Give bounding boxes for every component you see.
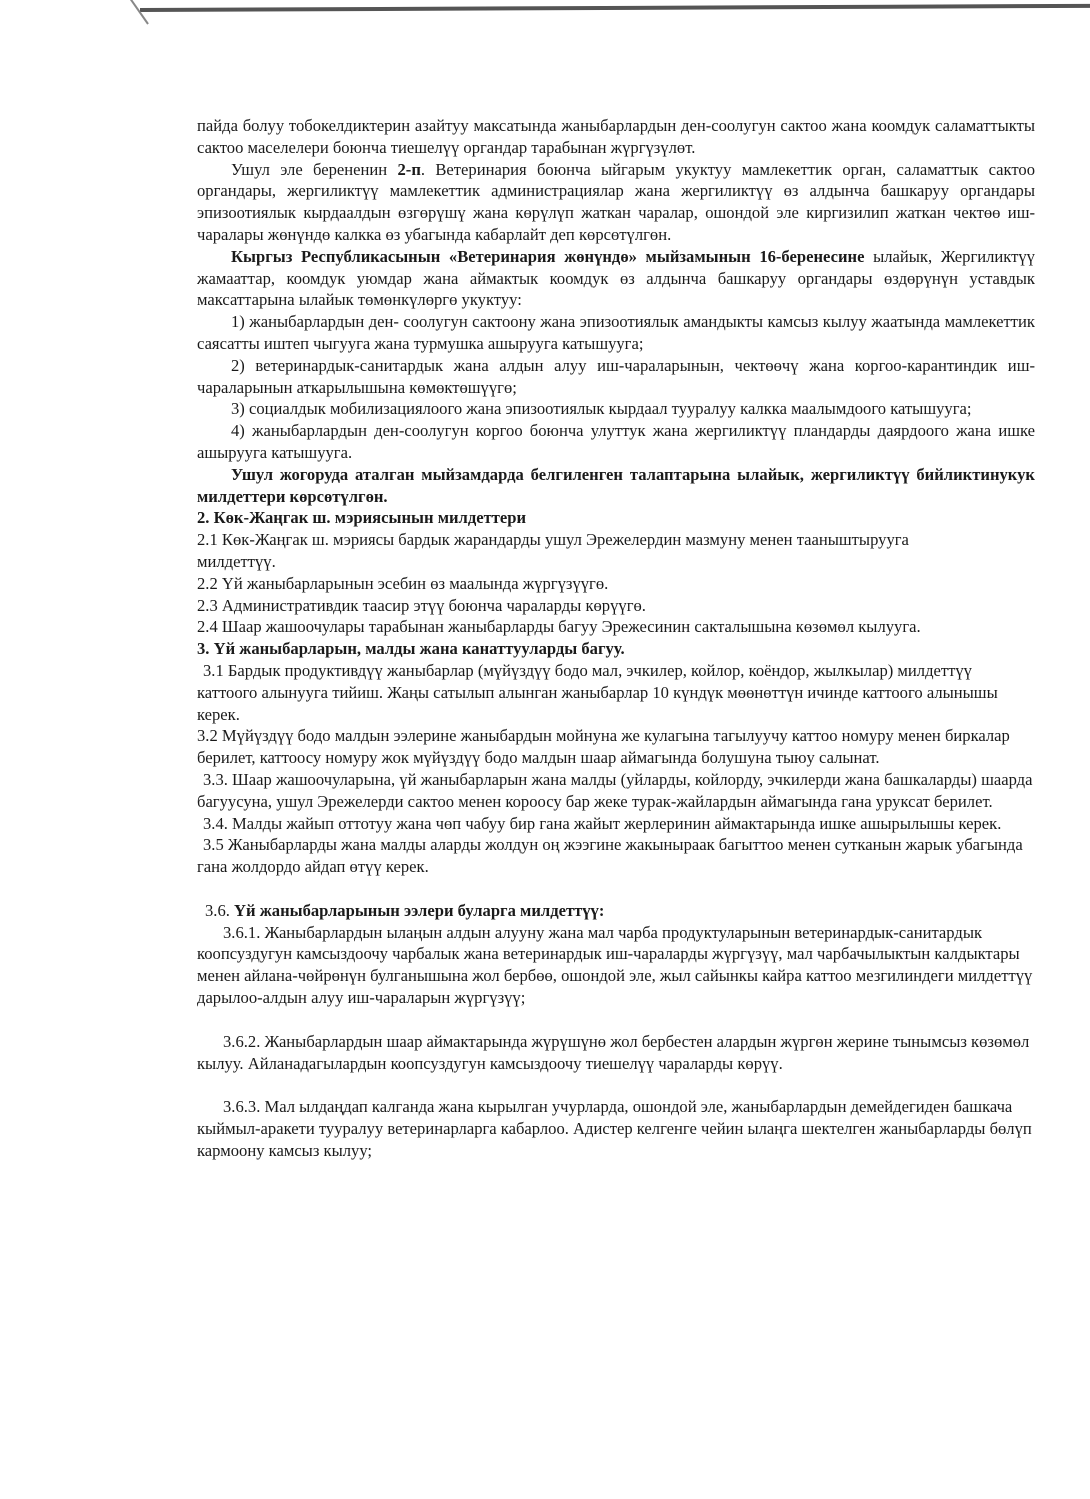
list-item-1: 1) жаныбарлардын ден- соолугун сактоону жана эпизоотиялык амандыкты камсыз кылуу жаатында мамлекеттик саясатты иштеп чыгууга жана турмушка ашырууга катышууга; <box>197 312 1035 353</box>
text-segment: ылайык, Жергиликтүү жамааттар, коомдук уюмдар жана аймактык коомдук өз алдынча башкаруу органдары өздөрүнүн уставдык максаттарына ылайык төмөнкүлөргө укуктуу: <box>197 246 1035 310</box>
section-2-item-2: 2.2 Үй жаныбарларынын эсебин өз маалында жүргүзүүгө. <box>197 573 609 593</box>
paragraph-summary-bold: Ушул жогоруда аталган мыйзамдарда белгиленген талаптарына ылайык, жергиликтүү бийликтинукук милдеттери көрсөтүлгөн. <box>197 464 1035 506</box>
scan-edge-left <box>130 0 149 25</box>
section-2-item-3: 2.3 Административдик таасир этүү боюнча чараларды көрүүгө. <box>197 595 646 615</box>
section-3-item-5: 3.5 Жаныбарларды жана малды аларды жолдун оң жээгине жакыныраак багыттоо менен сутканын жарык убагында гана жолдордо айдап өтүү керек. <box>197 835 1023 877</box>
section-3-6-2: 3.6.2. Жаныбарлардын шаар аймактарында жүрүшүнө жол бербестен алардын жүргөн жерине тынымсыз көзөмөл кылуу. Айланадагылардын коопсуздугун камсыздоочу тиешелүү чараларды көрүү. <box>197 1031 1030 1073</box>
spacer <box>197 1074 1035 1096</box>
text-segment: Ушул эле берененин <box>231 159 398 179</box>
paragraph-law-article-16 <box>197 246 1035 311</box>
section-3-heading: 3. Үй жаныбарларын, малды жана канаттууларды багуу. <box>197 639 625 659</box>
section-title-bold: Үй жаныбарларынын ээлери буларга милдеттүү: <box>234 900 605 920</box>
list-item-3: 3) социалдык мобилизациялоого жана эпизоотиялык кырдаал тууралуу калкка маалымдоого катышууга; <box>231 399 972 419</box>
section-2-item-4: 2.4 Шаар жашоочулары тарабынан жаныбарларды багуу Эрежесинин сакталышына көзөмөл кылууга. <box>197 617 921 637</box>
section-3-item-1: 3.1 Бардык продуктивдүү жаныбарлар (мүйүздүү бодо мал, эчкилер, койлор, коёндор, жылкылар) милдеттүү каттоого алынууга тийиш. Жаңы сатылып алынган жаныбарлар 10 күндүк мөөнөттүн ичинде каттоого алынышы керек. <box>197 660 998 724</box>
spacer <box>197 878 1035 900</box>
scan-edge-top <box>140 4 1090 12</box>
list-item-4: 4) жаныбарлардын ден-соолугун коргоо боюнча улуттук жана жергиликтүү пландарды даярдоого жана ишке ашырууга катышууга. <box>197 421 1035 462</box>
paragraph-intro: пайда болуу тобокелдиктерин азайтуу максатында жаныбарлардын ден-соолугун сактоо жана коомдук саламаттыкты сактоо маселелери боюнча тиешелүү органдар тарабынан жүргүзүлөт. <box>197 116 1035 157</box>
section-3-item-3: 3.3. Шаар жашоочуларына, үй жаныбарларын жана малды (уйларды, койлорду, эчкилерди жана башкаларды) шаарда багуусуна, ушул Эрежелерди сактоо менен короосу бар жеке турак-жайлардын аймагында гана уруксат берилет. <box>197 769 1033 811</box>
section-3-6-1: 3.6.1. Жаныбарлардын ылаңын алдын алууну жана мал чарба продуктуларынын ветеринардык-санитардык коопсуздугун камсыздоочу чарбалык жана ветеринардык иш-чараларды жүргүзүү, мал чарбачылыктын калдыктары менен айлана-чөйрөнүн булганышына жол бербөө, ошондой эле, жыл сайынкы кайра каттоо мезгилиндеги милдеттүү дарылоо-алдын алуу иш-чараларын жүргүзүү; <box>197 922 1033 1008</box>
text-segment: . Ветеринария боюнча ыйгарым укуктуу мамлекеттик орган, саламаттык сактоо органдары, жергиликтүү мамлекеттик администрациялар жана жергиликтүү өз алдынча башкаруу органдары эпизоотиялык кырдаалдын өзгөрүшү жана көрүлүп жаткан чаралар, ошондой эле киргизилип жаткан чектөө иш-чаралары жөнүндө калкка өз убагында кабарлайт деп көрсөтүлгөн. <box>197 159 1035 244</box>
section-3-item-4: 3.4. Малды жайып оттотуу жана чөп чабуу бир гана жайыт жерлеринин аймактарында ишке ашырылышы керек. <box>203 813 1002 833</box>
article-ref-bold: 2-п <box>397 159 421 179</box>
section-2-heading: 2. Көк-Жаңгак ш. мэриясынын милдеттери <box>197 508 527 528</box>
document-page <box>197 115 1035 1162</box>
list-item-2: 2) ветеринардык-санитардык жана алдын алуу иш-чараларынын, чектөөчү жана коргоо-карантиндик иш-чараларынын аткарылышына көмөктөшүүгө; <box>197 355 1035 397</box>
section-3-6-heading <box>197 900 1035 922</box>
section-number: 3.6. <box>205 900 235 920</box>
section-2-item-1: 2.1 Көк-Жаңгак ш. мэриясы бардык жарандарды ушул Эрежелердин мазмуну менен тааныштырууга милдеттүү. <box>197 530 909 571</box>
section-3-6-3: 3.6.3. Мал ылдаңдап калганда жана кырылган учурларда, ошондой эле, жаныбарлардын демейдегиден башкача кыймыл-аракети тууралуу ветеринарларга кабарлоо. Адистер келгенге чейин ылаңга шектелген жаныбарларды бөлүп кармоону камсыз кылуу; <box>197 1097 1032 1161</box>
section-3-item-2: 3.2 Мүйүздүү бодо малдын ээлерине жаныбардын мойнуна же кулагына тагылуучу каттоо номуру менен биркалар берилет, каттоосу номуру жок мүйүздүү бодо малдын шаар аймагында болушуна тыюу салынат. <box>197 726 1010 768</box>
paragraph-article-2p <box>197 159 1035 246</box>
spacer <box>197 1009 1035 1031</box>
law-reference-bold: Кыргыз Республикасынын «Ветеринария жөнүндө» мыйзамынын 16-беренесине <box>231 246 865 266</box>
